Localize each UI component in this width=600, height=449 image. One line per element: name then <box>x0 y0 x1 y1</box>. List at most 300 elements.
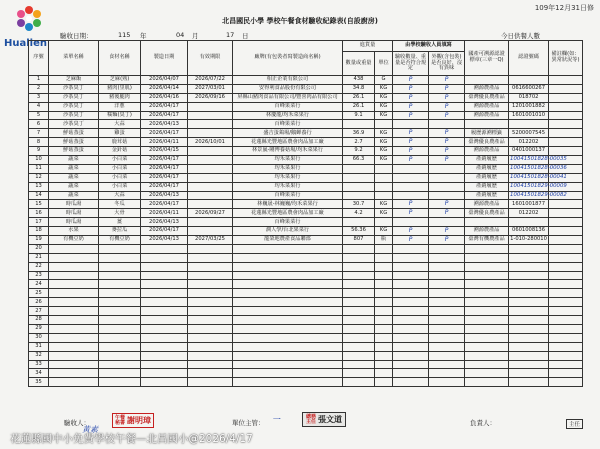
row-remark <box>549 342 583 351</box>
row-ingredient: 大骨 <box>99 209 141 218</box>
row-vendor <box>233 271 343 280</box>
row-vendor: 林慶龍/均禾菜果行 <box>233 111 343 120</box>
row-vendor: 均禾菜果行 <box>233 182 343 191</box>
row-mfg-date <box>141 342 188 351</box>
row-mfg-date <box>141 289 188 298</box>
row-exp-date: 2026/07/22 <box>188 76 233 85</box>
row-qty: 9.2 <box>343 147 375 156</box>
row-unit: KG <box>375 200 393 209</box>
row-unit <box>375 253 393 262</box>
table-row <box>29 253 583 262</box>
row-check-qty: P <box>393 102 429 111</box>
row-vendor: 均禾菜果行 <box>233 164 343 173</box>
row-remark <box>549 147 583 156</box>
row-dish <box>49 360 99 369</box>
month-unit: 月 <box>192 32 199 40</box>
row-dish: 沙茶臭丁 <box>49 93 99 102</box>
unit-head-stamp-name: 張文道 <box>318 415 342 424</box>
row-vendor: 屏縣山豬肉食品有限公司/豐喜肉品有限公司 <box>233 93 343 102</box>
row-ingredient: 金針菇 <box>99 147 141 156</box>
row-exp-date <box>188 129 233 138</box>
row-check-appearance <box>429 360 465 369</box>
row-mfg-date: 2026/04/11 <box>141 138 188 147</box>
row-qty: 36.9 <box>343 129 375 138</box>
row-check-qty: P <box>393 111 429 120</box>
row-vendor <box>233 307 343 316</box>
row-remark <box>549 351 583 360</box>
row-mfg-date <box>141 253 188 262</box>
row-no: 27 <box>29 307 49 316</box>
row-check-qty: P <box>393 76 429 85</box>
row-check-appearance <box>429 164 465 173</box>
row-check-qty <box>393 369 429 378</box>
row-mfg-date: 2026/04/13 <box>141 120 188 129</box>
row-check-qty: P <box>393 200 429 209</box>
row-ingredient <box>99 333 141 342</box>
row-check-qty <box>393 378 429 387</box>
row-check-appearance <box>429 378 465 387</box>
row-check-qty <box>393 253 429 262</box>
row-cert <box>465 378 509 387</box>
row-cert-no <box>509 324 549 333</box>
row-exp-date <box>188 333 233 342</box>
row-check-appearance: P <box>429 84 465 93</box>
row-cert-no: 10041501828-00035 <box>509 156 549 165</box>
table-row <box>29 191 583 200</box>
row-dish: 鮮菇蒸蛋 <box>49 147 99 156</box>
row-check-qty <box>393 324 429 333</box>
row-qty <box>343 262 375 271</box>
row-cert-no <box>509 289 549 298</box>
row-mfg-date <box>141 316 188 325</box>
inspection-year: 115 <box>118 31 131 39</box>
row-check-qty <box>393 120 429 129</box>
table-row <box>29 236 583 245</box>
row-remark <box>549 236 583 245</box>
row-remark <box>549 298 583 307</box>
inspection-table <box>28 40 583 387</box>
row-qty <box>343 351 375 360</box>
row-exp-date <box>188 200 233 209</box>
row-check-qty <box>393 351 429 360</box>
row-remark <box>549 262 583 271</box>
row-remark <box>549 120 583 129</box>
row-remark <box>549 111 583 120</box>
row-mfg-date <box>141 271 188 280</box>
row-cert: 履歷源溯標籤 <box>465 129 509 138</box>
row-exp-date <box>188 298 233 307</box>
row-remark <box>549 369 583 378</box>
row-check-appearance <box>429 182 465 191</box>
row-exp-date <box>188 289 233 298</box>
row-check-appearance: P <box>429 111 465 120</box>
row-ingredient: 糯麵(臭丁) <box>99 111 141 120</box>
row-ingredient: 鹿茸菇 <box>99 138 141 147</box>
unit-head-stamp-title: 總務主任 <box>306 413 317 425</box>
row-vendor <box>233 262 343 271</box>
table-row <box>29 227 583 236</box>
row-mfg-date: 2026/04/13 <box>141 236 188 245</box>
row-remark <box>549 200 583 209</box>
row-check-qty: P <box>393 236 429 245</box>
row-cert-no: 10041501828-00041 <box>509 173 549 182</box>
row-check-qty <box>393 360 429 369</box>
row-no: 34 <box>29 369 49 378</box>
header-check-appearance: 外觀(含包裝)是否良好、沒有異味 <box>429 52 465 76</box>
row-no: 24 <box>29 280 49 289</box>
row-mfg-date: 2026/04/15 <box>141 147 188 156</box>
headcount-label: 今日供餐人數 <box>501 32 540 40</box>
row-cert <box>465 271 509 280</box>
row-exp-date <box>188 120 233 129</box>
row-mfg-date <box>141 378 188 387</box>
row-mfg-date <box>141 262 188 271</box>
table-row <box>29 218 583 227</box>
row-mfg-date <box>141 351 188 360</box>
table-row <box>29 333 583 342</box>
inspection-day: 17 <box>226 31 235 39</box>
row-no: 10 <box>29 156 49 165</box>
row-vendor <box>233 280 343 289</box>
row-cert-no: 1-010-280010 <box>509 236 549 245</box>
inspector-stamp-name: 謝明璋 <box>127 416 151 425</box>
row-check-qty: P <box>393 147 429 156</box>
header-exp-date: 有效期限 <box>188 41 233 76</box>
row-mfg-date <box>141 324 188 333</box>
row-mfg-date <box>141 280 188 289</box>
row-remark <box>549 378 583 387</box>
row-check-appearance <box>429 120 465 129</box>
row-dish: 時瓜湯 <box>49 218 99 227</box>
row-no: 18 <box>29 227 49 236</box>
row-dish: 芝麻飯 <box>49 76 99 85</box>
row-ingredient: 小白菜 <box>99 164 141 173</box>
row-qty: 9.1 <box>343 111 375 120</box>
row-qty: 2.7 <box>343 138 375 147</box>
row-check-qty <box>393 262 429 271</box>
table-row <box>29 93 583 102</box>
row-no: 5 <box>29 111 49 120</box>
row-unit <box>375 378 393 387</box>
table-row <box>29 173 583 182</box>
row-vendor <box>233 298 343 307</box>
row-no: 28 <box>29 316 49 325</box>
row-cert <box>465 218 509 227</box>
row-no: 23 <box>29 271 49 280</box>
row-ingredient: 薑 <box>99 218 141 227</box>
row-ingredient <box>99 378 141 387</box>
row-cert: 溯源農產品 <box>465 84 509 93</box>
row-unit <box>375 316 393 325</box>
row-ingredient <box>99 244 141 253</box>
row-mfg-date <box>141 298 188 307</box>
table-body <box>29 76 583 387</box>
row-cert-no <box>509 120 549 129</box>
row-check-appearance: P <box>429 138 465 147</box>
row-dish <box>49 351 99 360</box>
row-exp-date: 2026/09/27 <box>188 209 233 218</box>
row-dish <box>49 280 99 289</box>
row-cert-no <box>509 271 549 280</box>
header-vendor: 廠牌(有包裝者寫製造商名稱) <box>233 41 343 76</box>
row-ingredient <box>99 289 141 298</box>
row-qty <box>343 120 375 129</box>
row-mfg-date: 2026/04/17 <box>141 173 188 182</box>
row-cert <box>465 342 509 351</box>
row-unit: KG <box>375 156 393 165</box>
row-unit: KG <box>375 84 393 93</box>
row-exp-date <box>188 307 233 316</box>
row-check-qty: P <box>393 129 429 138</box>
row-remark <box>549 253 583 262</box>
row-unit <box>375 324 393 333</box>
inspector-label: 驗收人： <box>64 419 90 427</box>
header-qty: 數量或重量 <box>343 52 375 76</box>
row-qty: 4.2 <box>343 209 375 218</box>
row-remark <box>549 129 583 138</box>
row-qty: 66.3 <box>343 156 375 165</box>
row-vendor <box>233 351 343 360</box>
row-qty <box>343 218 375 227</box>
row-no: 17 <box>29 218 49 227</box>
row-check-appearance <box>429 324 465 333</box>
row-unit <box>375 333 393 342</box>
row-cert-no: 10041501829-00009 <box>509 182 549 191</box>
row-unit <box>375 182 393 191</box>
row-remark <box>549 76 583 85</box>
header-cert: 國產可溯源認證標章(三章一Q) <box>465 41 509 76</box>
row-exp-date <box>188 280 233 289</box>
row-exp-date <box>188 342 233 351</box>
row-check-qty <box>393 191 429 200</box>
row-cert: 產銷履歷 <box>465 173 509 182</box>
row-dish: 蔬菜 <box>49 191 99 200</box>
row-qty <box>343 333 375 342</box>
row-no: 19 <box>29 236 49 245</box>
row-ingredient: 小白菜 <box>99 156 141 165</box>
row-cert-no <box>509 307 549 316</box>
row-no: 4 <box>29 102 49 111</box>
row-dish: 時瓜湯 <box>49 200 99 209</box>
row-exp-date <box>188 262 233 271</box>
row-cert-no: 5200007545 <box>509 129 549 138</box>
row-no: 6 <box>29 120 49 129</box>
row-no: 7 <box>29 129 49 138</box>
table-row <box>29 156 583 165</box>
row-check-appearance <box>429 351 465 360</box>
row-dish: 蔬菜 <box>49 173 99 182</box>
row-remark <box>549 84 583 93</box>
row-check-qty: P <box>393 156 429 165</box>
row-mfg-date: 2026/04/17 <box>141 129 188 138</box>
header-ingredient: 食材名稱 <box>99 41 141 76</box>
table-row <box>29 244 583 253</box>
row-ingredient: 有機豆奶 <box>99 236 141 245</box>
row-remark <box>549 93 583 102</box>
row-unit <box>375 191 393 200</box>
table-row <box>29 378 583 387</box>
row-mfg-date <box>141 369 188 378</box>
row-dish: 水果 <box>49 227 99 236</box>
row-ingredient: 大蒜 <box>99 191 141 200</box>
row-remark <box>549 271 583 280</box>
row-cert: 溯源農產品 <box>465 102 509 111</box>
row-exp-date <box>188 147 233 156</box>
row-cert-no: 1201001882 <box>509 102 549 111</box>
row-dish <box>49 262 99 271</box>
row-no: 26 <box>29 298 49 307</box>
row-remark <box>549 333 583 342</box>
row-cert-no: 018702 <box>509 93 549 102</box>
row-cert <box>465 316 509 325</box>
table-row <box>29 289 583 298</box>
row-check-appearance <box>429 280 465 289</box>
row-exp-date <box>188 173 233 182</box>
table-row <box>29 102 583 111</box>
row-dish: 沙茶臭丁 <box>49 120 99 129</box>
row-ingredient <box>99 351 141 360</box>
row-qty <box>343 378 375 387</box>
row-remark <box>549 280 583 289</box>
row-cert: 產銷履歷 <box>465 191 509 200</box>
row-unit: KG <box>375 111 393 120</box>
row-qty <box>343 342 375 351</box>
row-ingredient: 小白菜 <box>99 182 141 191</box>
row-check-appearance: P <box>429 227 465 236</box>
row-cert-no: 0401000137 <box>509 147 549 156</box>
row-remark <box>549 307 583 316</box>
table-row <box>29 138 583 147</box>
row-cert-no <box>509 333 549 342</box>
row-exp-date: 2026/09/16 <box>188 93 233 102</box>
row-qty <box>343 280 375 289</box>
row-check-qty <box>393 218 429 227</box>
row-cert <box>465 351 509 360</box>
row-mfg-date <box>141 244 188 253</box>
row-dish <box>49 271 99 280</box>
row-vendor: 均禾菜果行 <box>233 156 343 165</box>
row-check-qty <box>393 280 429 289</box>
row-exp-date <box>188 244 233 253</box>
table-row <box>29 111 583 120</box>
row-mfg-date: 2026/04/17 <box>141 182 188 191</box>
row-unit: KG <box>375 138 393 147</box>
row-qty: 56.36 <box>343 227 375 236</box>
row-remark <box>549 227 583 236</box>
row-exp-date: 2026/10/01 <box>188 138 233 147</box>
table-row <box>29 351 583 360</box>
row-qty <box>343 360 375 369</box>
row-unit <box>375 307 393 316</box>
row-check-qty <box>393 289 429 298</box>
inspection-month: 04 <box>176 31 185 39</box>
row-dish <box>49 244 99 253</box>
row-cert-no: 0601008136 <box>509 227 549 236</box>
row-check-appearance <box>429 244 465 253</box>
table-row <box>29 360 583 369</box>
row-unit <box>375 120 393 129</box>
row-remark <box>549 218 583 227</box>
row-exp-date: 2027/03/01 <box>188 84 233 93</box>
table-row <box>29 280 583 289</box>
row-vendor: 林景嵐-剛博養菇場/均禾菜果行 <box>233 147 343 156</box>
row-mfg-date <box>141 360 188 369</box>
row-check-qty: P <box>393 138 429 147</box>
table-row <box>29 182 583 191</box>
row-qty <box>343 173 375 182</box>
header-check-qty: 驗收數量、重量是否符合規定 <box>393 52 429 76</box>
row-no: 14 <box>29 191 49 200</box>
row-check-qty <box>393 333 429 342</box>
row-remark <box>549 324 583 333</box>
day-unit: 日 <box>242 32 249 40</box>
row-check-appearance <box>429 289 465 298</box>
row-cert-no <box>509 351 549 360</box>
row-cert-no <box>509 298 549 307</box>
row-no: 22 <box>29 262 49 271</box>
row-cert: 臺灣優良農產品 <box>465 93 509 102</box>
row-no: 30 <box>29 333 49 342</box>
row-dish <box>49 298 99 307</box>
row-no: 33 <box>29 360 49 369</box>
row-unit <box>375 360 393 369</box>
row-dish <box>49 369 99 378</box>
row-cert <box>465 280 509 289</box>
row-mfg-date: 2026/04/07 <box>141 76 188 85</box>
row-vendor <box>233 378 343 387</box>
row-exp-date <box>188 218 233 227</box>
row-no: 29 <box>29 324 49 333</box>
row-qty: 807 <box>343 236 375 245</box>
row-unit: KG <box>375 129 393 138</box>
row-vendor: 相正企業有限公司 <box>233 76 343 85</box>
row-exp-date <box>188 271 233 280</box>
row-dish: 蔬菜 <box>49 156 99 165</box>
row-dish <box>49 342 99 351</box>
row-dish: 蔬菜 <box>49 182 99 191</box>
row-cert: 溯源農產品 <box>465 111 509 120</box>
header-dish: 菜單名稱 <box>49 41 99 76</box>
row-ingredient <box>99 262 141 271</box>
row-unit <box>375 173 393 182</box>
row-cert-no <box>509 280 549 289</box>
row-ingredient <box>99 316 141 325</box>
row-ingredient: 麥拉瓜 <box>99 227 141 236</box>
row-unit <box>375 218 393 227</box>
row-no: 11 <box>29 164 49 173</box>
row-cert <box>465 262 509 271</box>
table-row <box>29 369 583 378</box>
row-check-qty <box>393 244 429 253</box>
row-cert <box>465 289 509 298</box>
table-row <box>29 200 583 209</box>
row-check-appearance: P <box>429 93 465 102</box>
row-exp-date <box>188 182 233 191</box>
row-dish: 沙茶臭丁 <box>49 102 99 111</box>
row-qty <box>343 182 375 191</box>
table-row <box>29 84 583 93</box>
row-ingredient <box>99 360 141 369</box>
row-remark <box>549 289 583 298</box>
row-ingredient: 芝麻(熟) <box>99 76 141 85</box>
row-mfg-date <box>141 333 188 342</box>
row-exp-date <box>188 102 233 111</box>
row-no: 31 <box>29 342 49 351</box>
row-unit <box>375 164 393 173</box>
row-cert <box>465 307 509 316</box>
row-qty <box>343 298 375 307</box>
row-check-appearance <box>429 298 465 307</box>
